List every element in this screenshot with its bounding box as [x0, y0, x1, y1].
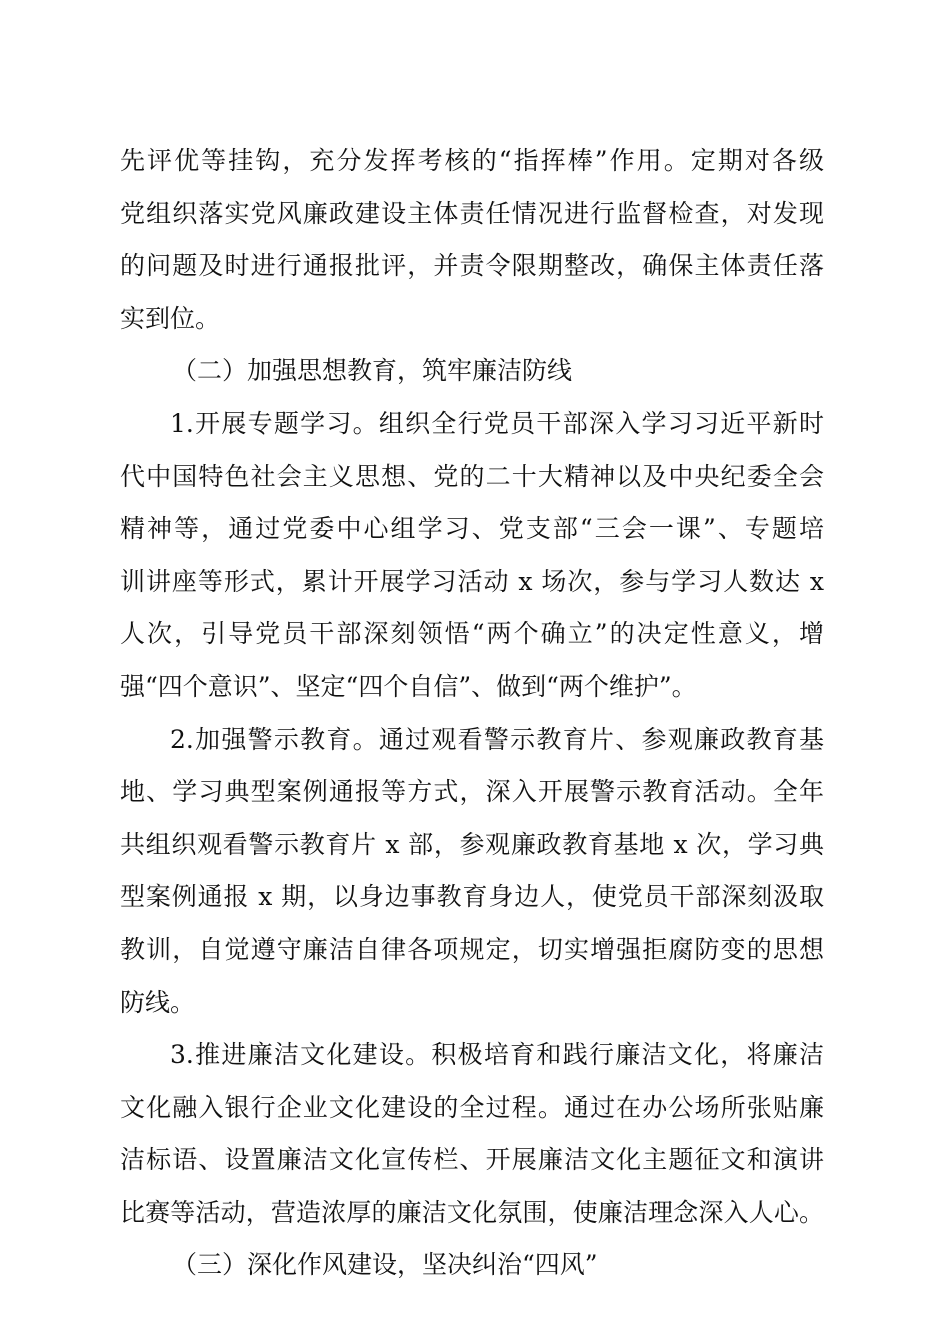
text-line: 文化融入银行企业文化建设的全过程。通过在办公场所张贴廉	[120, 1092, 824, 1122]
text-line: 教训，自觉遵守廉洁自律各项规定，切实增强拒腐防变的思想	[120, 934, 824, 964]
text-line: 型案例通报 x 期，以身边事教育身边人，使党员干部深刻汲取	[120, 882, 824, 912]
text-line: 比赛等活动，营造浓厚的廉洁文化氛围，使廉洁理念深入人心。	[120, 1197, 824, 1227]
paragraph-first-line: 1.开展专题学习。组织全行党员干部深入学习习近平新时	[170, 408, 824, 438]
section-heading: （二）加强思想教育，筑牢廉洁防线	[172, 356, 573, 386]
text-line: 党组织落实党风廉政建设主体责任情况进行监督检查，对发现	[120, 198, 824, 228]
text-line: 防线。	[120, 987, 196, 1017]
text-line: 实到位。	[120, 303, 221, 333]
text-line: 洁标语、设置廉洁文化宣传栏、开展廉洁文化主题征文和演讲	[120, 1145, 824, 1175]
text-line: 的问题及时进行通报批评，并责令限期整改，确保主体责任落	[120, 251, 824, 281]
text-line: 人次，引导党员干部深刻领悟“两个确立”的决定性意义，增	[120, 619, 824, 649]
paragraph-first-line: 3.推进廉洁文化建设。积极培育和践行廉洁文化，将廉洁	[170, 1040, 824, 1070]
text-line: 地、学习典型案例通报等方式，深入开展警示教育活动。全年	[120, 777, 824, 807]
paragraph-first-line: 2.加强警示教育。通过观看警示教育片、参观廉政教育基	[170, 724, 824, 754]
text-line: 代中国特色社会主义思想、党的二十大精神以及中央纪委全会	[120, 461, 824, 491]
text-line: 训讲座等形式，累计开展学习活动 x 场次，参与学习人数达 x	[120, 566, 824, 596]
section-heading: （三）深化作风建设，坚决纠治“四风”	[172, 1250, 598, 1280]
text-line: 强“四个意识”、坚定“四个自信”、做到“两个维护”。	[120, 671, 697, 701]
text-line: 共组织观看警示教育片 x 部，参观廉政教育基地 x 次，学习典	[120, 829, 824, 859]
document-page	[120, 135, 824, 1292]
text-line: 先评优等挂钩，充分发挥考核的“指挥棒”作用。定期对各级	[120, 146, 824, 175]
text-line: 精神等，通过党委中心组学习、党支部“三会一课”、专题培	[120, 514, 824, 544]
